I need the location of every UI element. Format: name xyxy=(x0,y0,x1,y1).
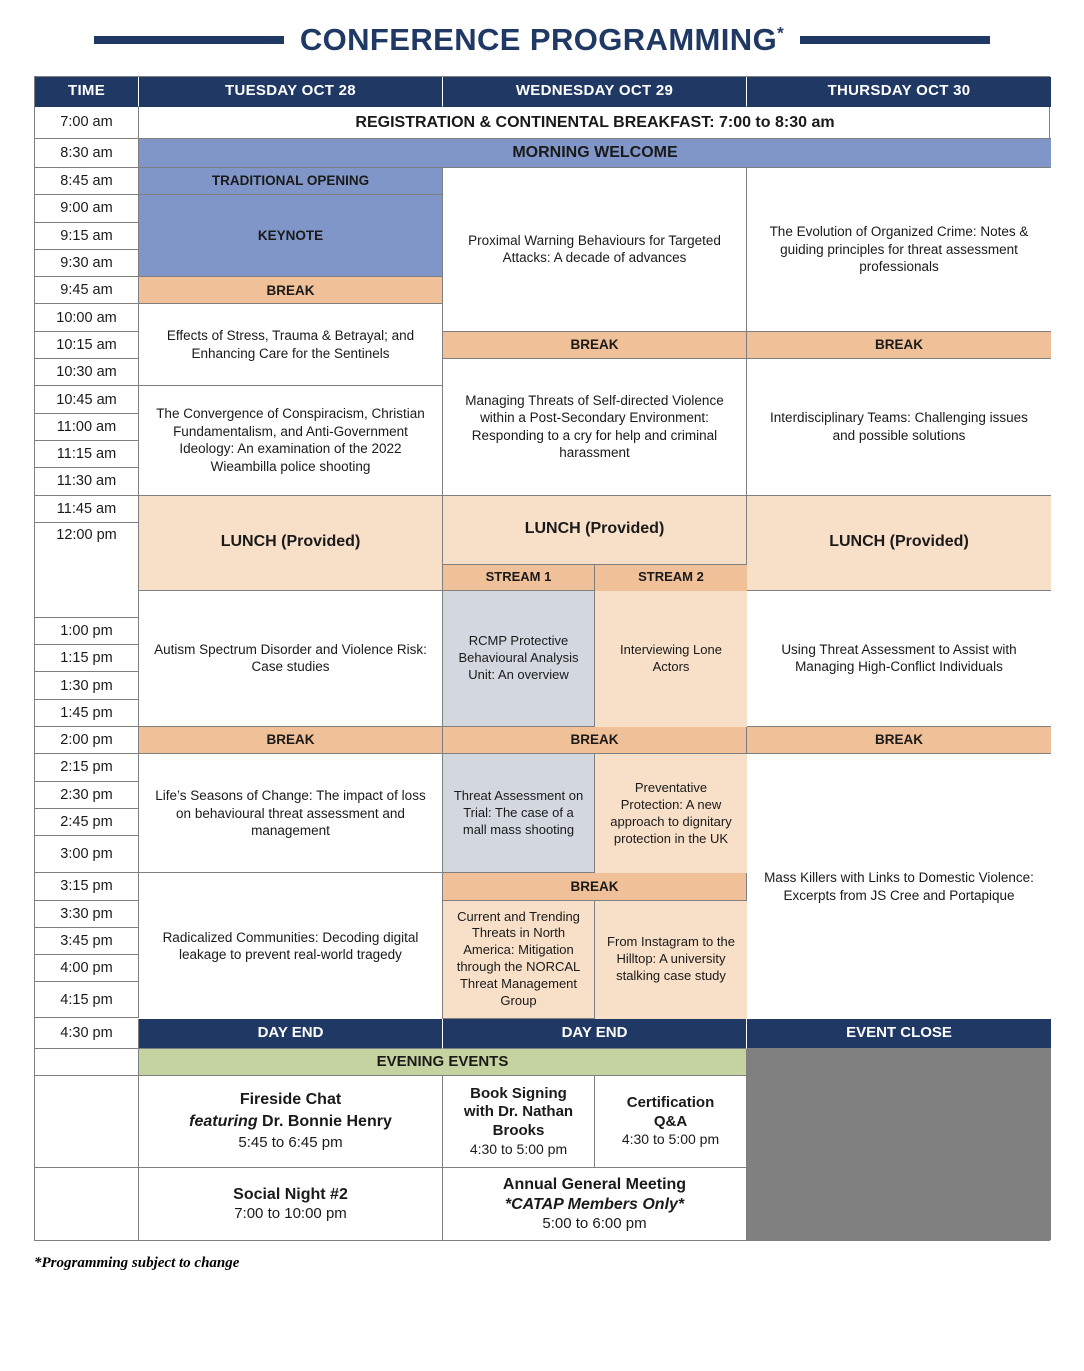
time-label-0400: 4:00 pm xyxy=(35,955,139,982)
col-header-wednesday: WEDNESDAY OCT 29 xyxy=(443,77,747,107)
book-signing-cell xyxy=(443,1076,595,1168)
row-morning-welcome xyxy=(35,139,1049,168)
time-label-0415: 4:15 pm xyxy=(35,982,139,1018)
row-day-end xyxy=(35,1019,1049,1049)
tue-session-5: Radicalized Communities: Decoding digital leakage to prevent real-world tragedy xyxy=(139,873,443,1019)
thu-lunch: LUNCH (Provided) xyxy=(747,496,1051,591)
tue-session-1: Effects of Stress, Trauma & Betrayal; and Enhancing Care for the Sentinels xyxy=(139,304,443,386)
schedule-body xyxy=(35,168,1049,1019)
certification-line2: Q&A xyxy=(653,1112,688,1130)
time-label-0830: 8:30 am xyxy=(35,139,139,168)
evening-time-blank xyxy=(35,1049,139,1076)
social-night-cell xyxy=(139,1168,443,1240)
wed-stream-block-3 xyxy=(443,901,747,1019)
registration-banner: REGISTRATION & CONTINENTAL BREAKFAST: 7:00 to 8:30 am xyxy=(139,107,1051,139)
fireside-guest: Dr. Bonnie Henry xyxy=(262,1113,392,1131)
wed-day-end: DAY END xyxy=(443,1019,747,1049)
time-label-0430: 4:30 pm xyxy=(35,1019,139,1049)
time-label-0945: 9:45 am xyxy=(35,277,139,304)
time-label-1000: 10:00 am xyxy=(35,304,139,331)
page-header xyxy=(34,0,1050,76)
time-label-1015: 10:15 am xyxy=(35,332,139,359)
certification-qa-cell xyxy=(595,1076,747,1168)
wed-stream1-session-a: RCMP Protective Behavioural Analysis Unit: An overview xyxy=(443,591,595,728)
tue-keynote: KEYNOTE xyxy=(139,195,443,277)
time-label-1100: 11:00 am xyxy=(35,414,139,441)
row-evening-1 xyxy=(35,1076,1049,1168)
wed-stream1-session-c: Current and Trending Threats in North America: Mitigation through the NORCAL Threat Management Group xyxy=(443,901,595,1019)
evening1-time-blank xyxy=(35,1076,139,1168)
wed-stream2-session-c: From Instagram to the Hilltop: A university stalking case study xyxy=(595,901,747,1019)
time-label-0200: 2:00 pm xyxy=(35,727,139,754)
time-label-0900: 9:00 am xyxy=(35,195,139,222)
thu-session-3: Using Threat Assessment to Assist with Managing High-Conflict Individuals xyxy=(747,591,1051,728)
agm-line1: Annual General Meeting xyxy=(502,1175,687,1193)
time-label-0930: 9:30 am xyxy=(35,250,139,277)
fireside-featuring: featuring xyxy=(189,1113,258,1131)
page-title-text: CONFERENCE PROGRAMMING xyxy=(299,22,778,57)
tue-session-2: The Convergence of Conspiracism, Christian Fundamentalism, and Anti-Government Ideology: An examination of the 2022 Wieambilla police shooting xyxy=(139,386,443,495)
time-label-0330: 3:30 pm xyxy=(35,901,139,928)
time-label-0915: 9:15 am xyxy=(35,223,139,250)
wed-break-1: BREAK xyxy=(443,332,747,359)
wed-stream1-session-b: Threat Assessment on Trial: The case of a mall mass shooting xyxy=(443,754,595,873)
thu-session-4: Mass Killers with Links to Domestic Violence: Excerpts from JS Cree and Portapique xyxy=(747,754,1051,1019)
tue-lunch: LUNCH (Provided) xyxy=(139,496,443,591)
wed-stream-headers xyxy=(443,565,747,591)
wed-stream-2-label: STREAM 2 xyxy=(595,565,747,591)
time-label-1045: 10:45 am xyxy=(35,386,139,413)
wed-lunch: LUNCH (Provided) xyxy=(443,496,747,565)
schedule-table xyxy=(34,76,1050,1241)
wed-stream-block-2 xyxy=(443,754,747,873)
wed-stream-block-1 xyxy=(443,591,747,728)
table-header-row xyxy=(35,77,1049,107)
social-night-time: 7:00 to 10:00 pm xyxy=(234,1204,347,1222)
agm-line2: *CATAP Members Only* xyxy=(504,1195,685,1213)
book-signing-line3: Brooks xyxy=(492,1122,545,1140)
wed-stream-1-label: STREAM 1 xyxy=(443,565,595,591)
time-label-0845: 8:45 am xyxy=(35,168,139,195)
tue-session-3: Autism Spectrum Disorder and Violence Risk: Case studies xyxy=(139,591,443,728)
time-label-0700: 7:00 am xyxy=(35,107,139,139)
agm-cell xyxy=(443,1168,747,1240)
fireside-chat-title: Fireside Chat xyxy=(239,1091,342,1109)
tue-break-2: BREAK xyxy=(139,727,443,754)
tue-break-1: BREAK xyxy=(139,277,443,304)
wed-session-2: Managing Threats of Self-directed Violence within a Post-Secondary Environment: Responding to a cry for help and criminal harassment xyxy=(443,359,747,496)
time-label-1200: 12:00 pm xyxy=(35,523,139,618)
page-title xyxy=(300,22,784,58)
agm-time: 5:00 to 6:00 pm xyxy=(542,1214,647,1232)
certification-line1: Certification xyxy=(626,1093,715,1111)
time-label-0300: 3:00 pm xyxy=(35,836,139,873)
tue-session-4: Life’s Seasons of Change: The impact of loss on behavioural threat assessment and management xyxy=(139,754,443,873)
evening-events-banner: EVENING EVENTS xyxy=(139,1049,747,1076)
book-signing-time: 4:30 to 5:00 pm xyxy=(469,1140,568,1157)
wed-stream2-session-a: Interviewing Lone Actors xyxy=(595,591,747,728)
thu-break-1: BREAK xyxy=(747,332,1051,359)
time-label-1115: 11:15 am xyxy=(35,441,139,468)
time-column xyxy=(35,168,139,1019)
footnote: *Programming subject to change xyxy=(34,1254,240,1271)
evening-blank-thursday-top xyxy=(747,1049,1051,1076)
fireside-chat-guest-line xyxy=(189,1112,392,1132)
col-header-tuesday: TUESDAY OCT 28 xyxy=(139,77,443,107)
fireside-chat-time: 5:45 to 6:45 pm xyxy=(238,1134,343,1152)
row-registration xyxy=(35,107,1049,139)
thu-event-close: EVENT CLOSE xyxy=(747,1019,1051,1049)
time-label-1130: 11:30 am xyxy=(35,468,139,495)
thu-session-2: Interdisciplinary Teams: Challenging issues and possible solutions xyxy=(747,359,1051,496)
time-label-0215: 2:15 pm xyxy=(35,754,139,781)
row-evening-banner xyxy=(35,1049,1049,1076)
time-label-0130: 1:30 pm xyxy=(35,672,139,699)
day-columns xyxy=(139,168,1051,1019)
social-night-title: Social Night #2 xyxy=(233,1185,348,1203)
thu-break-2: BREAK xyxy=(747,727,1051,754)
book-signing-line1: Book Signing xyxy=(470,1084,567,1102)
certification-time: 4:30 to 5:00 pm xyxy=(621,1131,720,1148)
wed-session-1: Proximal Warning Behaviours for Targeted Attacks: A decade of advances xyxy=(443,168,747,332)
time-label-0115: 1:15 pm xyxy=(35,645,139,672)
time-label-0230: 2:30 pm xyxy=(35,782,139,809)
header-rule-left xyxy=(94,36,284,44)
wed-break-2: BREAK xyxy=(443,727,747,754)
thu-session-1: The Evolution of Organized Crime: Notes & guiding principles for threat assessment professionals xyxy=(747,168,1051,332)
row-evening-2 xyxy=(35,1168,1049,1240)
time-label-1145: 11:45 am xyxy=(35,496,139,523)
col-header-time: TIME xyxy=(35,77,139,107)
tue-day-end: DAY END xyxy=(139,1019,443,1049)
title-asterisk: * xyxy=(777,23,785,43)
wed-stream2-session-b: Preventative Protection: A new approach to dignitary protection in the UK xyxy=(595,754,747,873)
time-label-0345: 3:45 pm xyxy=(35,928,139,955)
time-label-0245: 2:45 pm xyxy=(35,809,139,836)
evening2-time-blank xyxy=(35,1168,139,1240)
tue-traditional-opening: TRADITIONAL OPENING xyxy=(139,168,443,195)
tuesday-column xyxy=(139,168,443,1019)
header-rule-right xyxy=(800,36,990,44)
wednesday-column xyxy=(443,168,747,1019)
time-label-0100: 1:00 pm xyxy=(35,618,139,645)
book-signing-line2: with Dr. Nathan xyxy=(463,1103,574,1121)
time-label-1030: 10:30 am xyxy=(35,359,139,386)
thursday-column xyxy=(747,168,1051,1019)
time-label-0315: 3:15 pm xyxy=(35,873,139,900)
col-header-thursday: THURSDAY OCT 30 xyxy=(747,77,1051,107)
morning-welcome-banner: MORNING WELCOME xyxy=(139,139,1051,168)
wed-break-3: BREAK xyxy=(443,873,747,900)
evening-blank-thursday-bottom xyxy=(747,1168,1051,1240)
time-label-0145: 1:45 pm xyxy=(35,700,139,727)
evening-blank-thursday-mid xyxy=(747,1076,1051,1168)
fireside-chat-cell xyxy=(139,1076,443,1168)
